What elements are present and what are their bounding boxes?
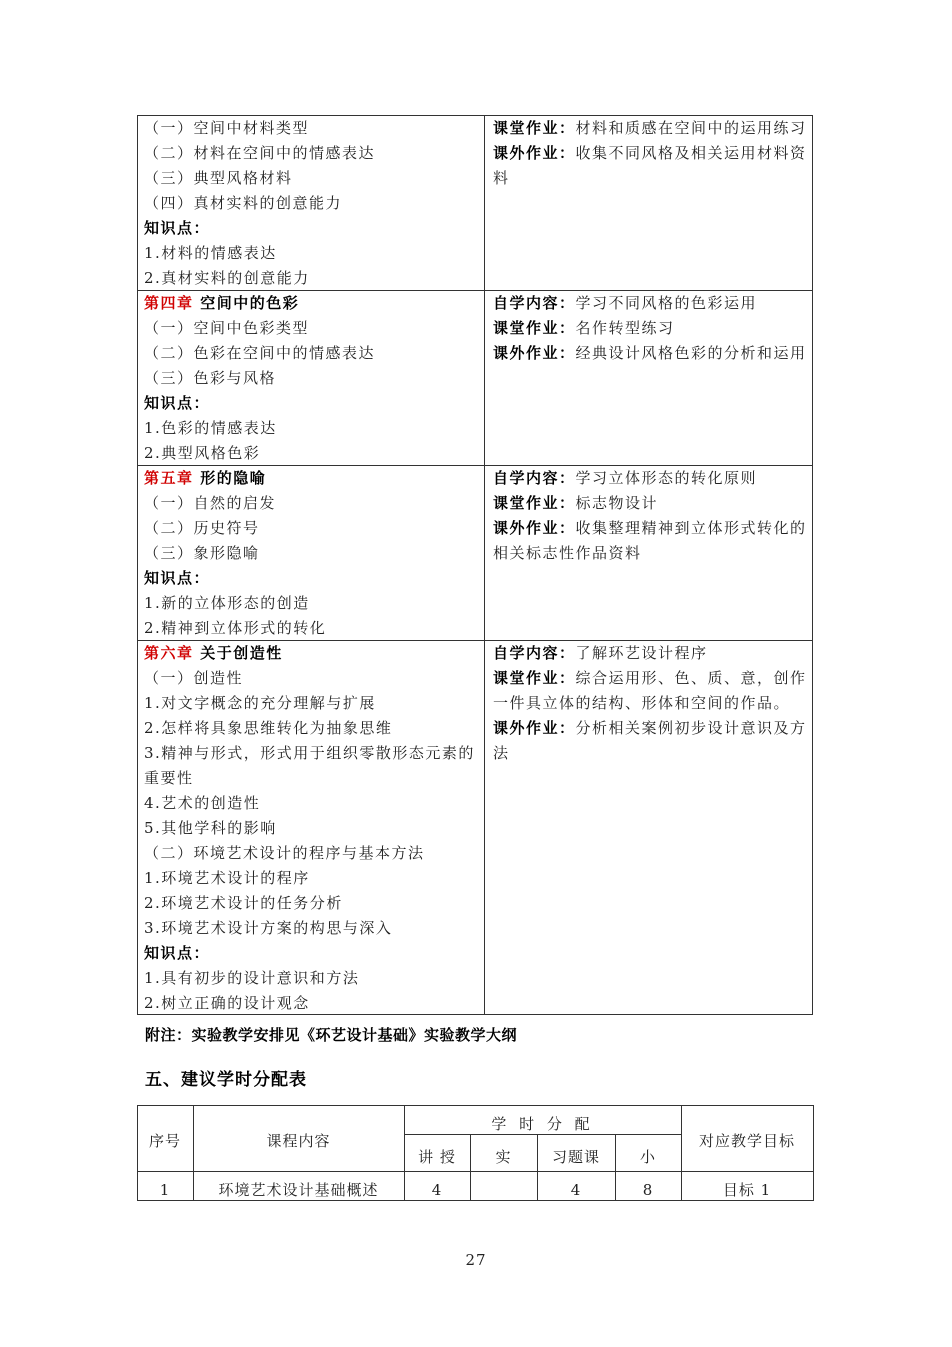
- bold-label: 课堂作业：: [493, 494, 576, 512]
- line-text: 2.真材实料的创意能力: [144, 269, 310, 287]
- cell-line: [493, 116, 807, 141]
- cell-line: [493, 291, 757, 316]
- cell-line: [493, 716, 807, 741]
- section-title: 五、建议学时分配表: [145, 1070, 307, 1090]
- header-exercise: 习题课: [551, 1148, 600, 1166]
- line-text: 1.材料的情感表达: [144, 244, 277, 262]
- cell-line: [493, 666, 807, 691]
- line-text: 4.艺术的创造性: [144, 794, 261, 812]
- line-text: 学习不同风格的色彩运用: [575, 294, 758, 312]
- line-text: 重要性: [144, 769, 194, 787]
- line-text: 法: [493, 744, 510, 762]
- header-hours-group: 学 时 分 配: [491, 1115, 594, 1133]
- cell-line: [493, 466, 757, 491]
- line-text: 2.怎样将具象思维转化为抽象思维: [144, 719, 393, 737]
- bold-label: 自学内容：: [493, 294, 576, 312]
- cell-line: [144, 166, 293, 191]
- cell-line: [144, 316, 309, 341]
- cell-line: [144, 191, 342, 216]
- cell-line: [144, 841, 425, 866]
- cell-line: [144, 566, 210, 591]
- line-text: 1.环境艺术设计的程序: [144, 869, 310, 887]
- row-exercise: 4: [570, 1181, 582, 1199]
- cell-line: [144, 766, 194, 791]
- bold-label: 课外作业：: [493, 519, 576, 537]
- cell-line: [144, 216, 210, 241]
- line-text: 学习立体形态的转化原则: [575, 469, 758, 487]
- row-lecture: 4: [431, 1181, 443, 1199]
- bold-label: 自学内容：: [493, 469, 576, 487]
- cell-line: [144, 291, 299, 316]
- cell-line: [144, 641, 283, 666]
- bold-label: 课堂作业：: [493, 319, 576, 337]
- cell-line: [144, 791, 260, 816]
- bold-label: 课堂作业：: [493, 119, 576, 137]
- cell-line: [144, 866, 310, 891]
- line-text: （二）环境艺术设计的程序与基本方法: [144, 844, 425, 862]
- cell-line: [144, 416, 277, 441]
- chapter-label: 第六章: [144, 644, 194, 662]
- header-lab: 实: [495, 1148, 512, 1166]
- cell-line: [144, 391, 210, 416]
- line-text: 2.树立正确的设计观念: [144, 994, 310, 1012]
- line-text: 材料和质感在空间中的运用练习: [575, 119, 807, 137]
- line-text: （一）空间中材料类型: [144, 119, 310, 137]
- cell-line: [493, 641, 708, 666]
- cell-line: [493, 491, 658, 516]
- line-text: 1.具有初步的设计意识和方法: [144, 969, 360, 987]
- line-text: 收集整理精神到立体形式转化的: [575, 519, 807, 537]
- row-content: 环境艺术设计基础概述: [218, 1181, 379, 1199]
- cell-line: [144, 591, 310, 616]
- line-text: （四）真材实料的创意能力: [144, 194, 343, 212]
- cell-line: [144, 116, 309, 141]
- cell-line: [144, 716, 392, 741]
- line-text: 综合运用形、色、质、意，创作: [575, 669, 807, 687]
- line-text: 名作转型练习: [575, 319, 675, 337]
- line-text: （一）空间中色彩类型: [144, 319, 310, 337]
- line-text: 收集不同风格及相关运用材料资: [575, 144, 807, 162]
- cell-line: [144, 666, 243, 691]
- cell-line: [144, 266, 310, 291]
- cell-line: [144, 366, 276, 391]
- cell-line: [144, 441, 260, 466]
- cell-line: [144, 516, 260, 541]
- cell-line: [493, 741, 510, 766]
- bold-label: 知识点：: [144, 569, 211, 587]
- header-subtotal: 小: [639, 1148, 656, 1166]
- bold-label: 知识点：: [144, 219, 211, 237]
- bold-label: 课堂作业：: [493, 669, 576, 687]
- cell-line: [144, 541, 260, 566]
- cell-line: [144, 966, 359, 991]
- bold-label: 知识点：: [144, 944, 211, 962]
- line-text: 2.典型风格色彩: [144, 444, 261, 462]
- row-seq: 1: [159, 1181, 171, 1199]
- row-subtotal: 8: [642, 1181, 654, 1199]
- header-goal: 对应教学目标: [698, 1132, 795, 1150]
- line-text: （二）色彩在空间中的情感表达: [144, 344, 376, 362]
- cell-line: [144, 941, 210, 966]
- bold-label: 课外作业：: [493, 144, 576, 162]
- cell-line: [144, 741, 475, 766]
- cell-line: [144, 491, 276, 516]
- cell-line: [144, 691, 376, 716]
- cell-line: [493, 341, 807, 366]
- line-text: 2.精神到立体形式的转化: [144, 619, 327, 637]
- cell-line: [493, 166, 510, 191]
- line-text: 1.色彩的情感表达: [144, 419, 277, 437]
- header-seq: 序号: [148, 1132, 181, 1150]
- cell-line: [144, 141, 375, 166]
- line-text: 料: [493, 169, 510, 187]
- bold-label: 自学内容：: [493, 644, 576, 662]
- line-text: （三）象形隐喻: [144, 544, 260, 562]
- cell-line: [144, 616, 326, 641]
- cell-line: [144, 466, 266, 491]
- cell-line: [144, 341, 375, 366]
- line-text: （三）典型风格材料: [144, 169, 293, 187]
- chapter-label: 第四章: [144, 294, 194, 312]
- line-text: （二）材料在空间中的情感表达: [144, 144, 376, 162]
- bold-label: 知识点：: [144, 394, 211, 412]
- line-text: 5.其他学科的影响: [144, 819, 277, 837]
- line-text: 1.新的立体形态的创造: [144, 594, 310, 612]
- line-text: 一件具立体的结构、形体和空间的作品。: [493, 694, 791, 712]
- cell-line: [144, 991, 310, 1016]
- bold-label: 关于创造性: [193, 644, 283, 662]
- cell-line: [144, 916, 392, 941]
- bold-label: 空间中的色彩: [193, 294, 300, 312]
- line-text: 了解环艺设计程序: [575, 644, 708, 662]
- page-number: 27: [465, 1251, 487, 1269]
- header-lecture: 讲 授: [418, 1148, 456, 1166]
- cell-line: [493, 316, 675, 341]
- cell-line: [493, 516, 807, 541]
- bold-label: 课外作业：: [493, 719, 576, 737]
- line-text: 3.环境艺术设计方案的构思与深入: [144, 919, 393, 937]
- line-text: 经典设计风格色彩的分析和运用: [575, 344, 807, 362]
- line-text: 2.环境艺术设计的任务分析: [144, 894, 343, 912]
- row-goal: 目标 1: [722, 1181, 772, 1199]
- cell-line: [493, 691, 790, 716]
- line-text: 分析相关案例初步设计意识及方: [575, 719, 807, 737]
- line-text: （一）自然的启发: [144, 494, 277, 512]
- cell-line: [493, 141, 807, 166]
- line-text: 标志物设计: [575, 494, 659, 512]
- header-content: 课程内容: [266, 1132, 331, 1150]
- line-text: 相关标志性作品资料: [493, 544, 642, 562]
- cell-line: [144, 241, 277, 266]
- cell-line: [493, 541, 642, 566]
- bold-label: 课外作业：: [493, 344, 576, 362]
- cell-line: [144, 816, 277, 841]
- line-text: （一）创造性: [144, 669, 244, 687]
- lab-note: 附注：实验教学安排见《环艺设计基础》实验教学大纲: [145, 1026, 518, 1044]
- line-text: 1.对文字概念的充分理解与扩展: [144, 694, 376, 712]
- line-text: （三）色彩与风格: [144, 369, 277, 387]
- chapter-label: 第五章: [144, 469, 194, 487]
- bold-label: 形的隐喻: [193, 469, 267, 487]
- line-text: （二）历史符号: [144, 519, 260, 537]
- line-text: 3.精神与形式，形式用于组织零散形态元素的: [144, 744, 475, 762]
- cell-line: [144, 891, 343, 916]
